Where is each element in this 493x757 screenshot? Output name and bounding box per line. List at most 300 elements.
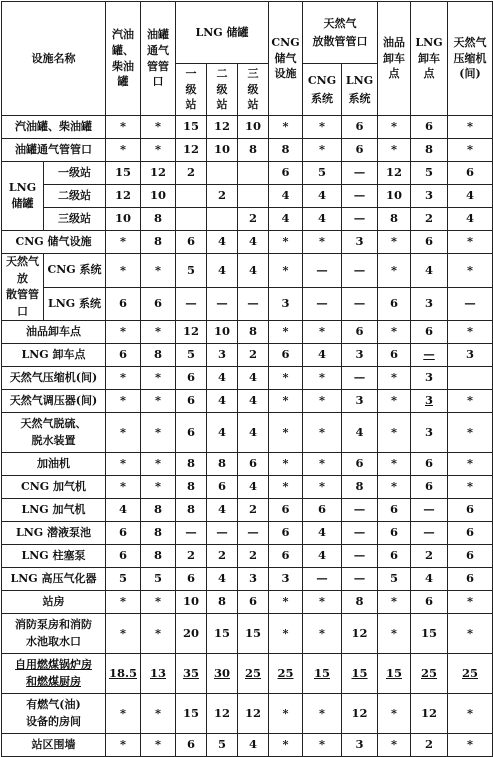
table-cell xyxy=(269,413,303,453)
cell-value: 15 xyxy=(182,705,199,720)
table-cell xyxy=(207,734,238,757)
cell-value: 6 xyxy=(153,296,162,311)
row-label xyxy=(2,568,106,591)
row-group-label: 天然气放 散管管口 xyxy=(2,254,44,321)
table-cell xyxy=(207,367,238,390)
cell-value: * xyxy=(282,424,289,439)
table-cell xyxy=(176,321,207,344)
table-cell xyxy=(176,116,207,139)
cell-value: 6 xyxy=(249,456,258,471)
table-cell xyxy=(176,287,207,321)
table-cell xyxy=(141,694,176,734)
cell-value: * xyxy=(119,424,126,439)
table-cell xyxy=(378,231,411,254)
table-cell xyxy=(378,734,411,757)
cell-value: 8 xyxy=(153,525,162,540)
row-label-text: 油品卸车点 xyxy=(26,324,81,338)
table-cell xyxy=(303,185,342,208)
table-cell xyxy=(378,208,411,231)
table-cell xyxy=(207,654,238,694)
table-cell xyxy=(176,476,207,499)
cell-value: 8 xyxy=(217,456,226,471)
cell-value: 5 xyxy=(186,347,195,362)
cell-value: — xyxy=(353,525,366,540)
table-cell xyxy=(269,231,303,254)
table-cell xyxy=(448,476,493,499)
table-cell xyxy=(303,591,342,614)
cell-value: 8 xyxy=(281,142,290,157)
cell-value: 8 xyxy=(390,211,399,226)
table-cell xyxy=(342,453,378,476)
table-cell xyxy=(238,367,269,390)
table-cell xyxy=(448,231,493,254)
row-label xyxy=(2,654,106,694)
cell-value: 5 xyxy=(390,571,399,586)
cell-value: 4 xyxy=(318,548,327,563)
cell-value: 3 xyxy=(355,234,364,249)
table-cell xyxy=(378,522,411,545)
table-cell xyxy=(411,499,448,522)
table-cell xyxy=(207,499,238,522)
table-cell xyxy=(141,367,176,390)
table-row xyxy=(2,390,493,413)
table-cell xyxy=(238,545,269,568)
cell-value: — xyxy=(316,571,328,586)
cell-value: 15 xyxy=(182,119,199,134)
table-row xyxy=(2,591,493,614)
table-cell xyxy=(141,499,176,522)
cell-value: * xyxy=(282,625,289,640)
table-cell xyxy=(448,591,493,614)
cell-value: * xyxy=(319,625,326,640)
cell-value: * xyxy=(319,393,326,408)
table-cell xyxy=(448,367,493,390)
table-cell xyxy=(342,367,378,390)
table-cell xyxy=(207,139,238,162)
cell-value: 6 xyxy=(186,737,195,752)
cell-value: * xyxy=(391,393,398,408)
cell-value: * xyxy=(154,393,161,408)
table-cell xyxy=(176,254,207,288)
table-row xyxy=(2,568,493,591)
cell-value: 25 xyxy=(277,665,294,680)
row-label-text: 三级站 xyxy=(58,211,91,225)
cell-value: 6 xyxy=(186,424,195,439)
cell-value: 6 xyxy=(425,324,434,339)
cell-value: 4 xyxy=(249,262,258,277)
cell-value: * xyxy=(319,594,326,609)
row-label xyxy=(2,522,106,545)
cell-value: * xyxy=(282,262,289,277)
table-cell xyxy=(378,162,411,185)
cell-value: * xyxy=(282,737,289,752)
table-cell xyxy=(378,568,411,591)
table-cell xyxy=(411,367,448,390)
table-cell xyxy=(269,139,303,162)
table-row xyxy=(2,344,493,367)
row-label-text: LNG 卸车点 xyxy=(21,347,86,361)
cell-value: 4 xyxy=(249,479,258,494)
table-cell xyxy=(342,116,378,139)
table-cell xyxy=(342,413,378,453)
table-cell xyxy=(141,545,176,568)
table-cell xyxy=(238,231,269,254)
table-cell xyxy=(141,453,176,476)
cell-value: 6 xyxy=(318,502,327,517)
cell-value: 4 xyxy=(249,393,258,408)
row-label-text: 站区围墙 xyxy=(31,737,76,751)
cell-value: 3 xyxy=(281,296,290,311)
cell-value: * xyxy=(467,119,474,134)
cell-value: 2 xyxy=(186,548,195,563)
cell-value: 8 xyxy=(186,502,195,517)
table-cell xyxy=(106,614,141,654)
table-cell xyxy=(411,522,448,545)
table-cell xyxy=(269,499,303,522)
cell-value: 25 xyxy=(462,665,479,680)
table-cell xyxy=(378,390,411,413)
cell-value: 12 xyxy=(114,188,131,203)
table-cell xyxy=(238,139,269,162)
cell-value: 6 xyxy=(466,165,475,180)
cell-value: * xyxy=(119,370,126,385)
header-petrol-tank: 汽油 罐、 柴油 罐 xyxy=(106,2,141,116)
cell-value: * xyxy=(282,234,289,249)
row-label-text: 油罐通气管管口 xyxy=(15,142,92,156)
cell-value: * xyxy=(154,119,161,134)
cell-value: 2 xyxy=(425,548,434,563)
cell-value: 8 xyxy=(153,548,162,563)
cell-value: — xyxy=(216,525,228,540)
header-oil-unload: 油品 卸车 点 xyxy=(378,2,411,116)
table-cell xyxy=(141,254,176,288)
table-cell xyxy=(378,453,411,476)
row-label-text: CNG 加气机 xyxy=(20,479,87,493)
table-cell xyxy=(411,287,448,321)
table-cell xyxy=(176,499,207,522)
table-row xyxy=(2,545,493,568)
table-cell xyxy=(176,614,207,654)
row-label-text: 加油机 xyxy=(37,456,70,470)
cell-value: 6 xyxy=(390,548,399,563)
cell-value: 12 xyxy=(149,165,166,180)
table-cell xyxy=(303,116,342,139)
row-label xyxy=(2,116,106,139)
row-label xyxy=(2,545,106,568)
row-label xyxy=(2,591,106,614)
table-cell xyxy=(378,254,411,288)
cell-value: 6 xyxy=(186,370,195,385)
cell-value: * xyxy=(154,456,161,471)
row-label-text: 自用燃煤锅炉房 和燃煤厨房 xyxy=(15,658,92,688)
header-compressor: 天然气 压缩机 (间) xyxy=(448,2,493,116)
cell-value: * xyxy=(154,324,161,339)
cell-value: * xyxy=(391,625,398,640)
cell-value: 3 xyxy=(281,571,290,586)
row-label-text: 汽油罐、柴油罐 xyxy=(15,119,92,133)
table-cell xyxy=(448,545,493,568)
row-label xyxy=(2,413,106,453)
table-cell xyxy=(269,321,303,344)
table-cell xyxy=(141,208,176,231)
table-cell xyxy=(238,654,269,694)
cell-value: * xyxy=(467,324,474,339)
cell-value: * xyxy=(391,234,398,249)
cell-value: 12 xyxy=(213,705,230,720)
table-cell xyxy=(342,344,378,367)
cell-value: 6 xyxy=(355,324,364,339)
cell-value: * xyxy=(282,370,289,385)
table-cell xyxy=(342,162,378,185)
cell-value: 15 xyxy=(213,625,230,640)
cell-value: 12 xyxy=(351,705,368,720)
cell-value: * xyxy=(467,424,474,439)
table-cell xyxy=(176,413,207,453)
cell-value: 6 xyxy=(186,571,195,586)
table-cell xyxy=(176,344,207,367)
table-cell xyxy=(106,694,141,734)
header-lng-unload: LNG 卸车 点 xyxy=(411,2,448,116)
cell-value: 10 xyxy=(213,324,230,339)
row-label xyxy=(44,254,106,288)
cell-value: * xyxy=(282,705,289,720)
table-cell xyxy=(238,413,269,453)
table-cell xyxy=(207,453,238,476)
table-cell xyxy=(106,453,141,476)
cell-value: 35 xyxy=(182,665,199,680)
table-cell xyxy=(176,522,207,545)
cell-value: 4 xyxy=(318,188,327,203)
table-header xyxy=(2,2,493,116)
cell-value: 6 xyxy=(281,165,290,180)
table-cell xyxy=(269,390,303,413)
cell-value: * xyxy=(319,234,326,249)
table-cell xyxy=(342,254,378,288)
cell-value: 12 xyxy=(213,119,230,134)
cell-value: 3 xyxy=(466,347,475,362)
table-cell xyxy=(342,476,378,499)
table-cell xyxy=(176,185,207,208)
table-cell xyxy=(342,545,378,568)
table-cell xyxy=(448,162,493,185)
cell-value: 6 xyxy=(355,119,364,134)
header-cng-storage: CNG 储气 设施 xyxy=(269,2,303,116)
cell-value: 4 xyxy=(217,234,226,249)
cell-value: 6 xyxy=(355,142,364,157)
cell-value: * xyxy=(391,262,398,277)
table-cell xyxy=(106,734,141,757)
cell-value: * xyxy=(119,142,126,157)
table-cell xyxy=(378,185,411,208)
cell-value: 2 xyxy=(249,502,258,517)
table-cell xyxy=(238,287,269,321)
table-cell xyxy=(411,139,448,162)
cell-value: 10 xyxy=(245,119,262,134)
table-cell xyxy=(238,185,269,208)
table-cell xyxy=(238,116,269,139)
table-cell xyxy=(238,162,269,185)
cell-value: * xyxy=(319,324,326,339)
cell-value: 4 xyxy=(466,188,475,203)
table-cell xyxy=(303,545,342,568)
cell-value: 20 xyxy=(182,625,199,640)
cell-value: 4 xyxy=(249,234,258,249)
cell-value: 3 xyxy=(425,188,434,203)
table-cell xyxy=(238,734,269,757)
cell-value: * xyxy=(391,324,398,339)
table-cell xyxy=(269,614,303,654)
table-cell xyxy=(411,545,448,568)
cell-value: 10 xyxy=(386,188,403,203)
cell-value: 3 xyxy=(425,393,434,408)
table-row xyxy=(2,614,493,654)
row-label-text: LNG 加气机 xyxy=(21,502,86,516)
table-cell xyxy=(411,321,448,344)
table-cell xyxy=(269,654,303,694)
cell-value: * xyxy=(119,737,126,752)
table-cell xyxy=(411,476,448,499)
cell-value: 10 xyxy=(213,142,230,157)
cell-value: — xyxy=(353,188,366,203)
cell-value: 2 xyxy=(249,347,258,362)
cell-value: 6 xyxy=(425,594,434,609)
cell-value: 4 xyxy=(281,211,290,226)
row-label xyxy=(2,344,106,367)
table-cell xyxy=(303,321,342,344)
table-cell xyxy=(141,476,176,499)
table-cell xyxy=(448,321,493,344)
cell-value: 3 xyxy=(217,347,226,362)
cell-value: — xyxy=(353,296,366,311)
row-label xyxy=(2,499,106,522)
cell-value: * xyxy=(119,393,126,408)
table-cell xyxy=(378,545,411,568)
cell-value: 6 xyxy=(466,525,475,540)
cell-value: — xyxy=(353,211,366,226)
cell-value: * xyxy=(119,479,126,494)
cell-value: — xyxy=(185,525,197,540)
cell-value: 5 xyxy=(425,165,434,180)
table-cell xyxy=(207,344,238,367)
table-cell xyxy=(303,344,342,367)
cell-value: * xyxy=(319,456,326,471)
table-cell xyxy=(207,476,238,499)
table-cell xyxy=(238,568,269,591)
cell-value: 2 xyxy=(249,211,258,226)
table-cell xyxy=(176,367,207,390)
cell-value: — xyxy=(316,262,328,277)
table-cell xyxy=(106,522,141,545)
cell-value: 2 xyxy=(425,737,434,752)
table-cell xyxy=(269,116,303,139)
cell-value: 4 xyxy=(118,502,127,517)
header-facility-name: 设施名称 xyxy=(2,2,106,116)
table-cell xyxy=(378,654,411,694)
table-row xyxy=(2,321,493,344)
table-cell xyxy=(269,476,303,499)
table-cell xyxy=(207,568,238,591)
cell-value: 8 xyxy=(153,502,162,517)
table-cell xyxy=(207,694,238,734)
cell-value: — xyxy=(423,347,435,362)
facility-spacing-table xyxy=(1,1,493,757)
cell-value: 6 xyxy=(425,119,434,134)
cell-value: * xyxy=(119,456,126,471)
cell-value: 4 xyxy=(318,347,327,362)
table-cell xyxy=(303,476,342,499)
cell-value: — xyxy=(464,296,476,311)
table-cell xyxy=(448,734,493,757)
table-cell xyxy=(411,694,448,734)
table-cell xyxy=(141,568,176,591)
cell-value: 5 xyxy=(186,262,195,277)
table-cell xyxy=(207,287,238,321)
table-cell xyxy=(207,413,238,453)
table-cell xyxy=(378,367,411,390)
cell-value: 6 xyxy=(281,548,290,563)
cell-value: * xyxy=(467,737,474,752)
table-cell xyxy=(378,694,411,734)
table-cell xyxy=(378,499,411,522)
cell-value: 4 xyxy=(466,211,475,226)
table-cell xyxy=(141,116,176,139)
cell-value: 12 xyxy=(421,705,438,720)
table-cell xyxy=(269,734,303,757)
table-cell xyxy=(448,254,493,288)
table-cell xyxy=(303,694,342,734)
cell-value: 15 xyxy=(245,625,262,640)
table-cell xyxy=(176,734,207,757)
cell-value: 4 xyxy=(249,424,258,439)
cell-value: 10 xyxy=(149,188,166,203)
table-cell xyxy=(303,254,342,288)
cell-value: * xyxy=(282,594,289,609)
cell-value: 2 xyxy=(186,165,195,180)
cell-value: 5 xyxy=(153,571,162,586)
cell-value: * xyxy=(282,393,289,408)
cell-value: * xyxy=(319,370,326,385)
cell-value: * xyxy=(319,737,326,752)
cell-value: 6 xyxy=(466,502,475,517)
cell-value: 6 xyxy=(281,347,290,362)
cell-value: * xyxy=(282,119,289,134)
table-cell xyxy=(141,287,176,321)
cell-value: 10 xyxy=(182,594,199,609)
table-cell xyxy=(303,499,342,522)
cell-value: * xyxy=(282,324,289,339)
table-cell xyxy=(269,208,303,231)
cell-value: 6 xyxy=(217,479,226,494)
table-cell xyxy=(207,545,238,568)
table-cell xyxy=(207,208,238,231)
cell-value: 6 xyxy=(425,456,434,471)
cell-value: 6 xyxy=(118,548,127,563)
table-cell xyxy=(448,185,493,208)
row-label xyxy=(2,476,106,499)
cell-value: * xyxy=(319,119,326,134)
row-label-text: 有燃气(油) 设备的房间 xyxy=(26,698,81,728)
cell-value: * xyxy=(119,705,126,720)
cell-value: * xyxy=(154,424,161,439)
table-cell xyxy=(106,185,141,208)
cell-value: 5 xyxy=(217,737,226,752)
table-cell xyxy=(269,367,303,390)
table-cell xyxy=(207,591,238,614)
table-cell xyxy=(106,476,141,499)
table-cell xyxy=(106,254,141,288)
table-cell xyxy=(378,116,411,139)
table-cell xyxy=(303,734,342,757)
